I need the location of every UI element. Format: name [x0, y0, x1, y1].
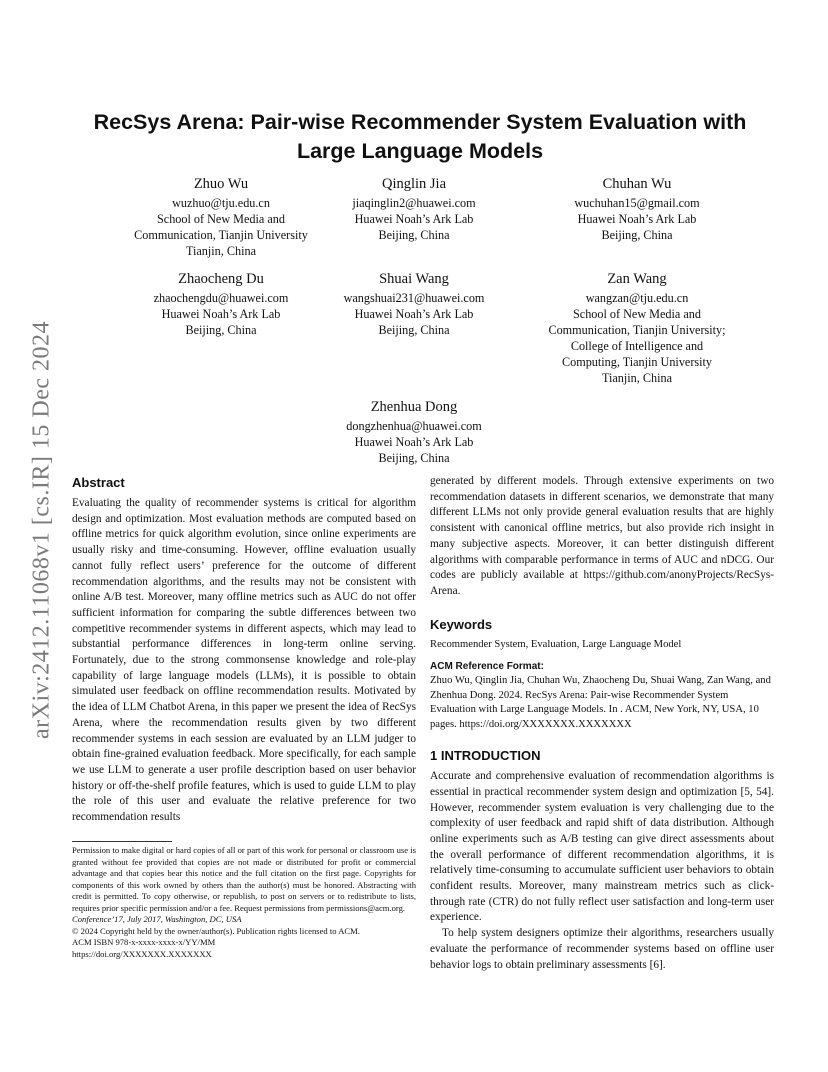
abstract-section	[72, 474, 416, 826]
abstract-text: Evaluating the quality of recommender systems is critical for algorithm design and optimization. Most evaluation methods are computed based on offline metrics for quick algorithm evolution, since online experiments are usually risky and time-consuming. However, offline evaluation usually cannot fully reflect users’ preference for the outcome of different recommendation algorithms, and the results may not be consistent with online A/B test. Moreover, many offline metrics such as AUC do not offer sufficient information for comparing the subtle differences between two competitive recommender systems in different aspects, which may lead to substantial performance differences in long-term online serving. Fortunately, due to the strong commonsense knowledge and role-play capability of large language models (LLMs), it is possible to obtain simulated user feedback on offline recommendation results. Motivated by the idea of LLM Chatbot Arena, in this paper we present the idea of RecSys Arena, where the recommendation results given by two different recommender systems in each session are evaluated by an LLM judger to obtain fine-grained evaluation feedback. More specifically, for each sample we use LLM to generate a user profile description based on user behavior history or off-the-shelf profile features, which is used to guide LLM to play the role of this user and evaluate the relative preference for two recommendation results	[72, 497, 416, 824]
right-column	[430, 474, 774, 973]
abstract-heading: Abstract	[72, 475, 125, 490]
author-block: Chuhan Wu wuchuhan15@gmail.com Huawei Noah’s Ark Lab Beijing, China	[574, 176, 700, 242]
intro-paragraph: Accurate and comprehensive evaluation of recommendation algorithms is essential in practical recommender system design and optimization [5, 54]. However, recommender system evaluation is very challenging due to the complexity of user feedback and rapid shift of data distribution. Although online experiments such as A/B testing can give direct assessments about the overall performance of different recommendation algorithms, it is relatively time-consuming to accumulate sufficient user behaviors to obtain confident results. Moreover, many mainstream metrics such as click-through rate (CTR) do not fully reflect user satisfaction and long-term user experience.	[430, 770, 774, 924]
introduction-heading: 1 INTRODUCTION	[430, 748, 541, 764]
author-block: Zan Wang wangzan@tju.edu.cn School of New Media and Communication, Tianjin University; College of Intelligence and Computing, Tianjin University Tianjin, China	[548, 271, 726, 385]
permission-footnote: Permission to make digital or hard copies of all or part of this work for personal or classroom use is granted without fee provided that copies are not made or distributed for profit or commercial advantage and that copies bear this notice and the full citation on the first page. Copyrights for components of this work owned by others than the author(s) must be honored. Abstracting with credit is permitted. To copy otherwise, or republish, to post on servers or to redistribute to lists, requires prior specific permission and/or a fee. Request permissions from permissions@acm.org. Conference’17, July 2017, Washington, DC, USA © 2024 Copyright held by the owner/author(s). Publication rights licensed to ACM. ACM ISBN 978-x-xxxx-xxxx-x/YY/MM https://doi.org/XXXXXXX.XXXXXXX	[72, 845, 416, 959]
keywords-heading: Keywords	[430, 616, 493, 632]
acm-ref-text: Zhuo Wu, Qinglin Jia, Chuhan Wu, Zhaocheng Du, Shuai Wang, Zan Wang, and Zhenhua Dong. 2024. RecSys Arena: Pair-wise Recommender System Evaluation with Large Language Models. In . ACM, New York, NY, USA, 10 pages. https://doi.org/XXXXXXX.XXXXXXX	[430, 675, 771, 730]
paper-title: RecSys Arena: Pair-wise Recommender System Evaluation with Large Language Models	[93, 110, 747, 163]
author-block: Zhuo Wu wuzhuo@tju.edu.cn School of New Media and Communication, Tianjin University Tianjin, China	[134, 176, 308, 258]
intro-paragraph: To help system designers optimize their algorithms, researchers usually evaluate the performance of recommender systems based on offline user behavior logs to obtain preliminary assessments [6].	[430, 927, 774, 971]
acm-ref-heading: ACM Reference Format:	[430, 661, 544, 673]
author-block: Qinglin Jia jiaqinglin2@huawei.com Huawei Noah’s Ark Lab Beijing, China	[352, 176, 476, 242]
arxiv-stamp: arXiv:2412.11068v1 [cs.IR] 15 Dec 2024	[28, 320, 55, 740]
footnote-rule	[72, 841, 172, 842]
author-block: Shuai Wang wangshuai231@huawei.com Huawei Noah’s Ark Lab Beijing, China	[343, 271, 485, 337]
author-block: Zhenhua Dong dongzhenhua@huawei.com Huawei Noah’s Ark Lab Beijing, China	[346, 399, 482, 465]
author-block: Zhaocheng Du zhaochengdu@huawei.com Huawei Noah’s Ark Lab Beijing, China	[153, 271, 289, 337]
keywords-text: Recommender System, Evaluation, Large Language Model	[430, 638, 682, 650]
abstract-continued: generated by different models. Through extensive experiments on two recommendation datasets in different scenarios, we demonstrate that many different LLMs not only provide general evaluation results that are highly consistent with canonical offline metrics, but also provide rich insight in many subjective aspects. Moreover, it can better distinguish different algorithms with comparable performance in terms of AUC and nDCG. Our codes are publicly available at https://github.com/anonyProjects/RecSys-Arena.	[430, 475, 774, 597]
